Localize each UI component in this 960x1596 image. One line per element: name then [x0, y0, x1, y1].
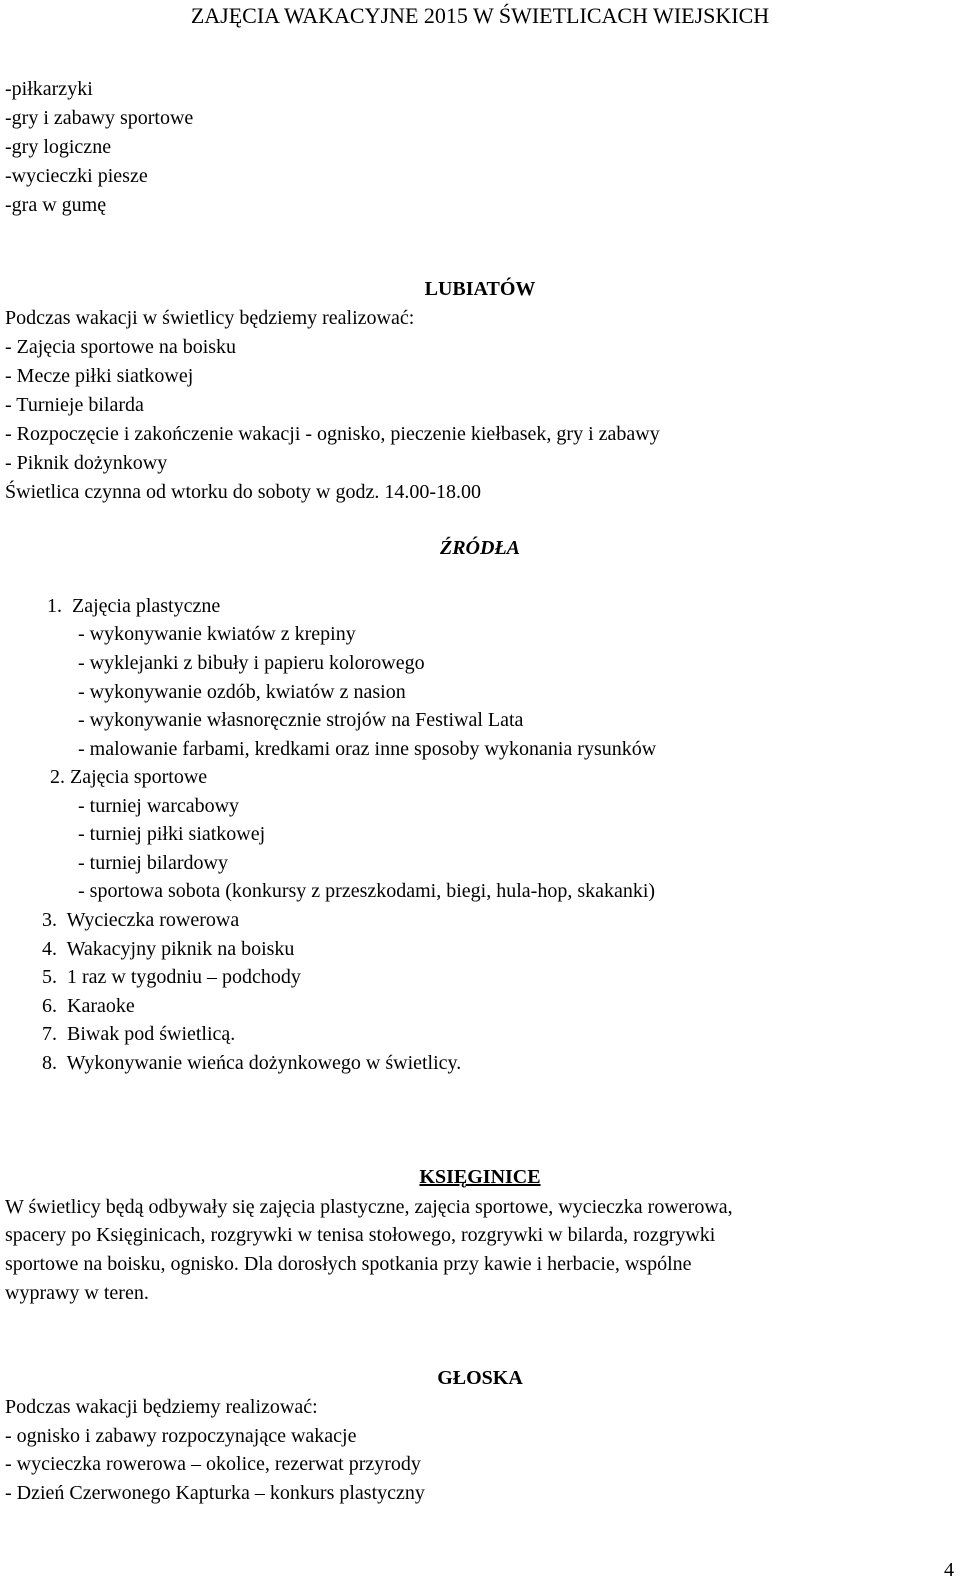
page-number: 4: [944, 1559, 954, 1581]
lubiatow-line: Świetlica czynna od wtorku do soboty w godz. 14.00-18.00: [5, 481, 482, 503]
gloska-line: - wycieczka rowerowa – okolice, rezerwat przyrody: [5, 1453, 421, 1475]
zrodla-item: 3. Wycieczka rowerowa: [42, 909, 240, 931]
ksieginice-line: W świetlicy będą odbywały się zajęcia plastyczne, zajęcia sportowe, wycieczka rowerowa,: [5, 1196, 733, 1218]
intro-list-item: -wycieczki piesze: [5, 165, 148, 187]
gloska-line: - ognisko i zabawy rozpoczynające wakacje: [5, 1425, 357, 1447]
intro-list-item: -gry i zabawy sportowe: [5, 107, 194, 129]
zrodla-item: 2. Zajęcia sportowe: [50, 766, 208, 788]
intro-list-item: -gry logiczne: [5, 136, 112, 158]
zrodla-item: 6. Karaoke: [42, 995, 135, 1017]
zrodla-subitem: - wykonywanie własnoręcznie strojów na Festiwal Lata: [78, 709, 524, 731]
lubiatow-line: - Piknik dożynkowy: [5, 452, 168, 474]
section-title-ksieginice: KSIĘGINICE: [419, 1166, 541, 1188]
zrodla-subitem: - turniej bilardowy: [78, 852, 228, 874]
section-title-zrodla: ŹRÓDŁA: [440, 537, 520, 559]
zrodla-item: 7. Biwak pod świetlicą.: [42, 1023, 236, 1045]
lubiatow-line: - Turnieje bilarda: [5, 394, 144, 416]
zrodla-subitem: - turniej warcabowy: [78, 795, 240, 817]
lubiatow-line: - Mecze piłki siatkowej: [5, 365, 194, 387]
ksieginice-line: sportowe na boisku, ognisko. Dla dorosłych spotkania przy kawie i herbacie, wspólne: [5, 1253, 692, 1275]
zrodla-item: 4. Wakacyjny piknik na boisku: [42, 938, 295, 960]
section-title-gloska: GŁOSKA: [437, 1367, 523, 1389]
zrodla-item: 1. Zajęcia plastyczne: [47, 595, 221, 617]
zrodla-subitem: - wykonywanie ozdób, kwiatów z nasion: [78, 681, 406, 703]
zrodla-subitem: - turniej piłki siatkowej: [78, 823, 266, 845]
zrodla-subitem: - wyklejanki z bibuły i papieru kolorowego: [78, 652, 425, 674]
intro-list-item: -gra w gumę: [5, 194, 107, 216]
zrodla-subitem: - wykonywanie kwiatów z krepiny: [78, 623, 356, 645]
lubiatow-line: Podczas wakacji w świetlicy będziemy realizować:: [5, 307, 415, 329]
zrodla-subitem: - malowanie farbami, kredkami oraz inne sposoby wykonania rysunków: [78, 738, 657, 760]
lubiatow-line: - Rozpoczęcie i zakończenie wakacji - ognisko, pieczenie kiełbasek, gry i zabawy: [5, 423, 660, 445]
section-title-lubiatow: LUBIATÓW: [424, 278, 536, 300]
lubiatow-line: - Zajęcia sportowe na boisku: [5, 336, 237, 358]
page-header: ZAJĘCIA WAKACYJNE 2015 W ŚWIETLICACH WIEJSKICH: [190, 3, 770, 28]
zrodla-item: 8. Wykonywanie wieńca dożynkowego w świetlicy.: [42, 1052, 462, 1074]
ksieginice-line: spacery po Księginicach, rozgrywki w tenisa stołowego, rozgrywki w bilarda, rozgrywki: [5, 1224, 716, 1246]
gloska-line: Podczas wakacji będziemy realizować:: [5, 1396, 318, 1418]
ksieginice-line: wyprawy w teren.: [5, 1282, 149, 1304]
gloska-line: - Dzień Czerwonego Kapturka – konkurs plastyczny: [5, 1482, 425, 1504]
zrodla-item: 5. 1 raz w tygodniu – podchody: [42, 966, 301, 988]
intro-list-item: -piłkarzyki: [5, 78, 93, 100]
zrodla-subitem: - sportowa sobota (konkursy z przeszkodami, biegi, hula-hop, skakanki): [78, 880, 656, 902]
